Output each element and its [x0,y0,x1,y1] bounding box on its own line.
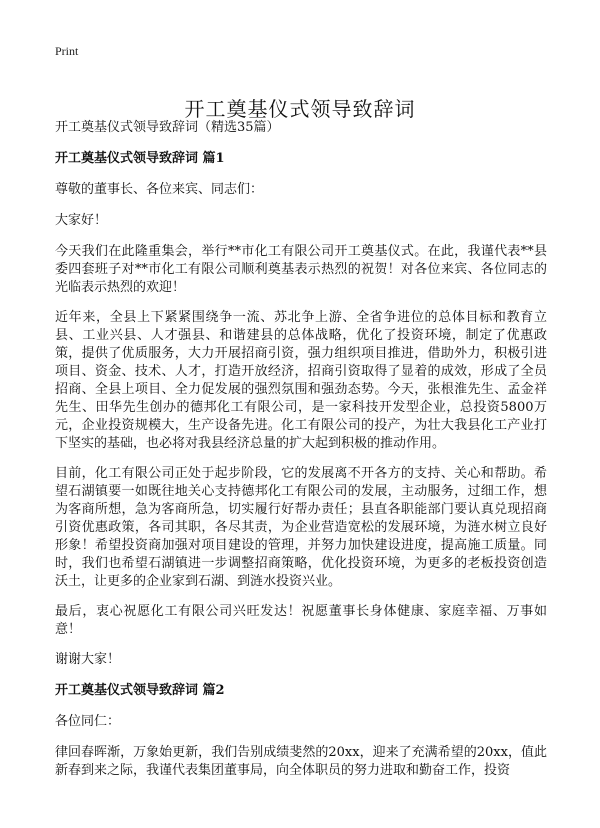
paragraph: 近年来，全县上下紧紧围绕争一流、苏北争上游、全省争进位的总体目标和教育立县、工业兴县、人才强县、和谐建县的总体战略，优化了投资环境，制定了优惠政策，提供了优质服务，大力开展招商引资，强力组织项目推进，借助外力，积极引进项目、资金、技术、人才，打造开放经济，招商引资取得了显着的成效，形成了全员招商、全县上项目、全力促发展的强烈氛围和强劲态势。今天，张根淮先生、孟金祥先生、田华先生创办的德邦化工有限公司，是一家科技开发型企业，总投资5800万元，企业投资规模大，生产设备先进。化工有限公司的投产，为壮大我县化工产业打下坚实的基础，也必将对我县经济总量的扩大起到积极的推动作用。 [55,310,547,451]
section-heading: 开工奠基仪式领导致辞词 篇2 [55,683,225,698]
paragraph: 律回春晖渐，万象始更新，我们告别成绩斐然的20xx，迎来了充满希望的20xx，值此新春到来之际，我谨代表集团董事局，向全体职员的努力进取和勤奋工作，投资 [55,745,547,778]
salutation: 各位同仁： [55,714,121,729]
section-heading: 开工奠基仪式领导致辞词 篇1 [55,151,225,166]
document-body [55,119,547,792]
closing-thanks: 谢谢大家！ [55,652,121,667]
greeting: 大家好！ [55,213,108,228]
document-title: 开工奠基仪式领导致辞词 [184,97,416,122]
paragraph: 今天我们在此隆重集会，举行**市化工有限公司开工奠基仪式。在此，我谨代表**县委四套班子对**市化工有限公司顺利奠基表示热烈的祝贺！对各位来宾、各位同志的光临表示热烈的欢迎！ [55,244,547,295]
print-link[interactable]: Print [55,44,79,58]
salutation: 尊敬的董事长、各位来宾、同志们： [55,182,264,197]
paragraph: 目前，化工有限公司正处于起步阶段，它的发展离不开各方的支持、关心和帮助。希望石湖镇要一如既往地关心支持德邦化工有限公司的发展，主动服务，过细工作，想为客商所想，急为客商所急，切实履行好帮办责任；县直各职能部门要认真兑现招商引资优惠政策，各司其职，各尽其责，为企业营造宽松的发展环境，为涟水树立良好形象！希望投资商加强对项目建设的管理，并努力加快建设进度，提高施工质量。同时，我们也希望石湖镇进一步调整招商策略，优化投资环境，为更多的老板投资创造沃土，让更多的企业家到石湖、到涟水投资兴业。 [55,466,547,589]
document-subtitle: 开工奠基仪式领导致辞词（精选35篇） [55,120,280,135]
paragraph: 最后，衷心祝愿化工有限公司兴旺发达！祝愿董事长身体健康、家庭幸福、万事如意！ [55,604,547,637]
